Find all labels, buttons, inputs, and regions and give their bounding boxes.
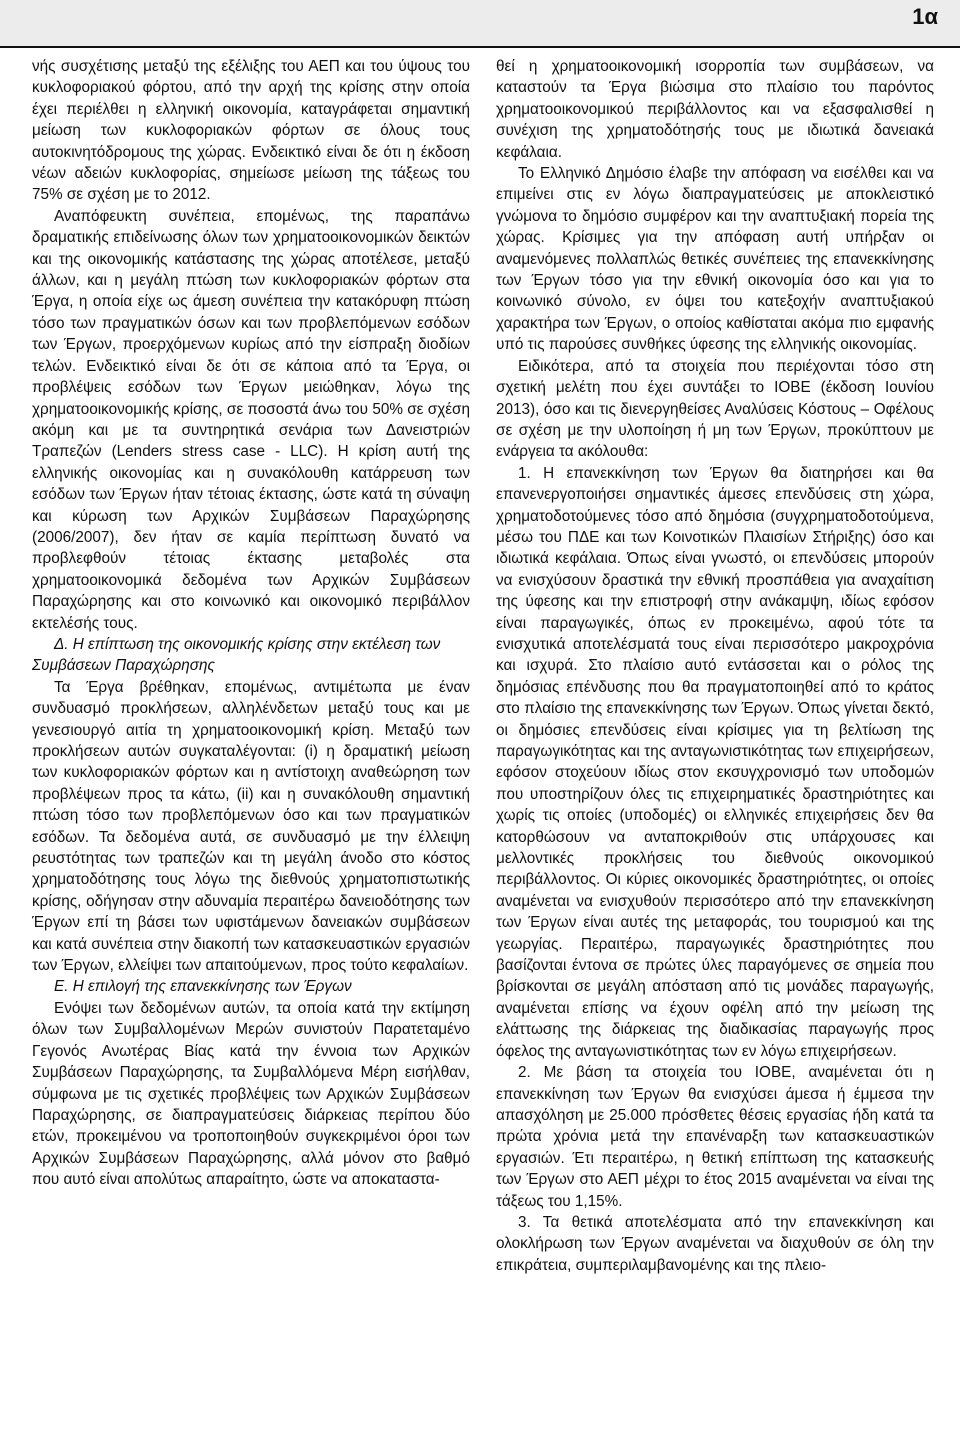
- page-number: 1α: [912, 4, 938, 29]
- right-column: [496, 56, 934, 1276]
- section-heading-d: Δ. Η επίπτωση της οικονομικής κρίσης στην εκτέλεση των Συμβάσεων Παραχώρησης: [32, 635, 441, 675]
- right-paragraph-5: 2. Με βάση τα στοιχεία του ΙΟΒΕ, αναμένεται ότι η επανεκκίνηση των Έργων θα ενισχύσει άμεσα ή έμμεσα την απασχόληση με 25.000 πρόσθετες θέσεις εργασίας ήδη κατά τα πρώτα χρόνια μετά την επανέναρξη των κατασκευαστικών εργασιών. Έτι περαιτέρω, η θετική επίπτωση της κατασκευής των Έργων στο ΑΕΠ μέχρι το έτος 2015 αναμένεται να είναι της τάξεως του 1,15%.: [496, 1064, 934, 1210]
- right-paragraph-4: 1. Η επανεκκίνηση των Έργων θα διατηρήσει και θα επανενεργοποιήσει σημαντικές άμεσες επενδύσεις στη χώρα, χρηματοδοτούμενες τόσο από δημόσια (συγχρηματοδοτούμενα, μέσω του ΠΔΕ και των Κοινοτικών Πλαισίων Στήριξης) όσο και ιδιωτικά κεφάλαια. Όπως είναι γνωστό, οι επενδύσεις μπορούν να ενισχύσουν δραστικά την εθνική προσπάθεια για αναχαίτιση της ύφεσης και την επιστροφή στην ανάκαμψη, ιδίως εφόσον είναι παραγωγικές, όπως εν προκειμένω, αφού τότε τα ενισχυτικά αποτελέσματά τους είναι περισσότερο μακροχρόνια και ισχυρά. Στο πλαίσιο αυτό εντάσσεται και ο ρόλος της δημόσιας επένδυσης που θα πραγματοποιηθεί από το κράτος στο πλαίσιο της επανεκκίνησης των Έργων. Όπως γίνεται δεκτό, οι δημόσιες επενδύσεις είναι κρίσιμες για τη βελτίωση της παραγωγικότητας και της ανταγωνιστικότητας των επιχειρήσεων, εφόσον στοχεύουν ιδίως στον εκσυγχρονισμό των υποδομών που υποστηρίζουν όλες τις επιχειρηματικές δραστηριότητες και χωρίς τις οποίες (υποδομές) οι ελληνικές επιχειρήσεις δεν θα κατορθώσουν να ανταποκριθούν στις υπάρχουσες και μελλοντικές προκλήσεις του διεθνούς οικονομικού περιβάλλοντος. Οι κύριες οικονομικές δραστηριότητες, οι οποίες αναμένεται να ενισχυθούν περισσότερο από την επανεκκίνηση των Έργων είναι αυτές της μεταφοράς, του τουρισμού και της γεωργίας. Περαιτέρω, παραγωγικές δραστηριότητες που βασίζονται έντονα σε πρώτες ύλες παραγόμενες σε σημεία που βρίσκονται σε μεγάλη απόσταση από τις μονάδες παραγωγής, αναμένεται επίσης να έχουν οφέλη από την μείωση της ελάττωσης της διάρκειας της διαδικασίας παραγωγής προς όφελος της ανταγωνιστικότητας των εν λόγω επιχειρήσεων.: [496, 464, 934, 1060]
- left-column: [32, 56, 470, 1191]
- right-paragraph-3: Ειδικότερα, από τα στοιχεία που περιέχονται τόσο στη σχετική μελέτη που έχει συντάξει το ΙΟΒΕ (έκδοση Ιουνίου 2013), όσο και τις διενεργηθείσες Αναλύσεις Κόστους – Οφέλους σε σχέση με την υλοποίηση ή μη των Έργων, προκύπτουν με ενάργεια τα ακόλουθα:: [496, 357, 934, 461]
- left-paragraph-1: νής συσχέτισης μεταξύ της εξέλιξης του ΑΕΠ και του ύψους του κυκλοφοριακού φόρτου, από την αρχή της κρίσης στην οποία έχει περιέλθει η ελληνική οικονομία, καταγράφεται σημαντική μείωση των κυκλοφοριακών φόρτων σε όλους τους αυτοκινητόδρομους της χώρας. Ενδεικτικό είναι δε ότι η έκδοση νέων αδειών κυκλοφορίας, σημείωσε μείωση της τάξεως του 75% σε σχέση με το 2012.: [32, 58, 470, 204]
- page-header-bar: [0, 0, 960, 48]
- right-paragraph-2: Το Ελληνικό Δημόσιο έλαβε την απόφαση να εισέλθει και να επιμείνει στις εν λόγω διαπραγματεύσεις με αποκλειστικό γνώμονα το δημόσιο συμφέρον και την αναπτυξιακή πορεία της χώρας. Κρίσιμες για την απόφαση αυτή υπήρξαν οι αναμενόμενες πολλαπλώς θετικές συνέπειες της επανεκκίνησης των Έργων τόσο για την εθνική οικονομία όσο και για το κοινωνικό σύνολο, εν όψει του κατεξοχήν αναπτυξιακού χαρακτήρα των Έργων, ο οποίος καθίσταται ακόμα πιο εμφανής υπό τις παρούσες συνθήκες ύφεσης της ελληνικής οικονομίας.: [496, 165, 934, 354]
- left-paragraph-4: Ενόψει των δεδομένων αυτών, τα οποία κατά την εκτίμηση όλων των Συμβαλλομένων Μερών συνιστούν Παρατεταμένο Γεγονός Ανωτέρας Βίας κατά την έννοια των Αρχικών Συμβάσεων Παραχώρησης, τα Συμβαλλόμενα Μέρη εισήλθαν, σύμφωνα με τις σχετικές προβλέψεις των Αρχικών Συμβάσεων Παραχώρησης, σε διαπραγματεύσεις διάρκειας περίπου δύο ετών, προκειμένου να τροποποιηθούν συγκεκριμένοι όροι των Αρχικών Συμβάσεων Παραχώρησης, αλλά μόνον στο βαθμό που αυτό είναι απολύτως απαραίτητο, ώστε να αποκαταστα-: [32, 999, 470, 1189]
- left-paragraph-3: Τα Έργα βρέθηκαν, επομένως, αντιμέτωπα με έναν συνδυασμό προκλήσεων, αλληλένδετων μεταξύ τους και με γενεσιουργό αιτία τη χρηματοοικονομική κρίση. Μεταξύ των προκλήσεων αυτών συγκαταλέγονται: (i) η δραματική μείωση των κυκλοφοριακών φόρτων και η αντίστοιχη αναθεώρηση των προβλέψεων προς τα κάτω, (ii) και η συνακόλουθη σημαντική πτώση τόσο των προβλεπόμενων όσο και των πραγματικών εσόδων. Τα δεδομένα αυτά, σε συνδυασμό με την έλλειψη ρευστότητας των τραπεζών και τη μεγάλη άνοδο στο κόστος χρηματοδότησης τους λόγω της διεθνούς χρηματοπιστωτικής κρίσης, οδήγησαν στην αδυναμία περαιτέρω δανειοδότησης των Έργων επί τη βάσει των υφιστάμενων δανειακών συμβάσεων και κατά συνέπεια στην διακοπή των κατασκευαστικών εργασιών των Έργων, ελλείψει των απαιτούμενων, προς τούτο κεφαλαίων.: [32, 678, 470, 975]
- right-paragraph-1: θεί η χρηματοοικονομική ισορροπία των συμβάσεων, να καταστούν τα Έργα βιώσιμα στο πλαίσιο του παρόντος χρηματοοικονομικού περιβάλλοντος και να εξασφαλισθεί η συνέχιση της χρηματοδότησής τους με ιδιωτικά δανειακά κεφάλαια.: [496, 58, 934, 161]
- right-paragraph-6: 3. Τα θετικά αποτελέσματα από την επανεκκίνηση και ολοκλήρωση των Έργων αναμένεται να διαχυθούν σε όλη την επικράτεια, συμπεριλαμβανομένης και της πλειο-: [496, 1213, 934, 1274]
- left-paragraph-2: Αναπόφευκτη συνέπεια, επομένως, της παραπάνω δραματικής επιδείνωσης όλων των χρηματοοικονομικών δεικτών και της οικονομικής κατάστασης της χώρας αποτέλεσε, μεταξύ άλλων, και η μεγάλη πτώση των κυκλοφοριακών φόρτων στα Έργα, η οποία είχε ως άμεση συνέπεια την κατακόρυφη πτώση τόσο των πραγματικών όσων και των προβλεπόμενων εσόδων των Έργων, προερχόμενων κυρίως από την είσπραξη διοδίων τελών. Ενδεικτικό είναι δε ότι σε κάποια από τα Έργα, οι προβλέψεις εσόδων των Έργων μειώθηκαν, λόγω της χρηματοοικονομικής κρίσης, σε ποσοστά άνω του 50% σε σχέση ακόμη και με τα συντηρητικά σενάρια των Δανειστριών Τραπεζών (Lenders stress case - LLC). Η κρίση αυτή της ελληνικής οικονομίας και η συνακόλουθη κατάρρευση των εσόδων των Έργων ήταν τέτοιας έκτασης, ώστε κατά τη σύναψη και κύρωση των Αρχικών Συμβάσεων Παραχώρησης (2006/2007), δεν ήταν σε καμία περίπτωση δυνατό να προβλεφθούν τέτοιας έκτασης μεταβολές στα χρηματοοικονομικά δεδομένα των Αρχικών Συμβάσεων Παραχώρησης και στο κοινωνικό και οικονομικό περιβάλλον εκτελέσής τους.: [32, 207, 470, 632]
- section-heading-e: Ε. Η επιλογή της επανεκκίνησης των Έργων: [54, 978, 352, 996]
